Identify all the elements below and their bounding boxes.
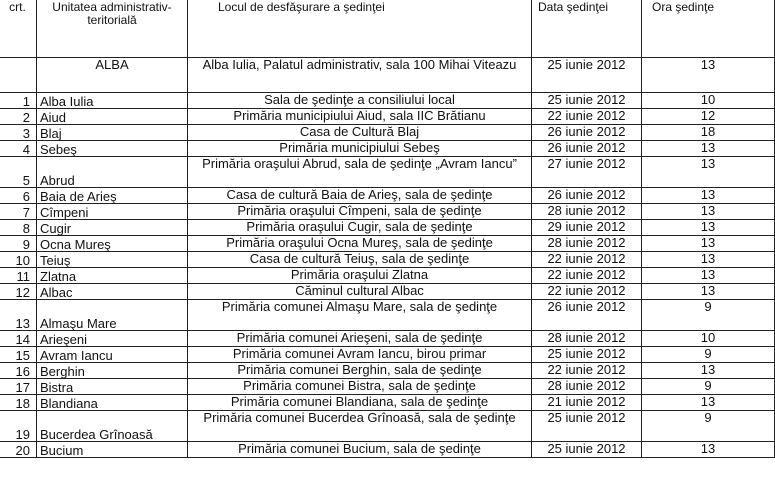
row-nr: 10 bbox=[0, 252, 37, 268]
row-location: Primăria comunei Berghin, sala de şedinţe bbox=[188, 363, 532, 379]
row-location: Primăria comunei Bistra, sala de şedinţe bbox=[188, 379, 532, 395]
row-time: 10 bbox=[642, 331, 775, 347]
row-location: Primăria oraşului Abrud, sala de şedinţe „Avram Iancu” bbox=[188, 157, 532, 188]
row-date: 26 iunie 2012 bbox=[532, 300, 642, 331]
row-unit: Blandiana bbox=[37, 395, 188, 411]
row-unit: Zlatna bbox=[37, 268, 188, 284]
row-nr: 9 bbox=[0, 236, 37, 252]
header-location: Locul de desfăşurare a şedinţei bbox=[188, 0, 532, 58]
row-nr: 15 bbox=[0, 347, 37, 363]
table-row bbox=[0, 188, 775, 204]
county-time: 13 bbox=[642, 58, 775, 93]
row-time: 9 bbox=[642, 379, 775, 395]
row-unit: Aiud bbox=[37, 109, 188, 125]
table-row bbox=[0, 141, 775, 157]
row-location: Primăria comunei Avram Iancu, birou primar bbox=[188, 347, 532, 363]
row-time: 9 bbox=[642, 347, 775, 363]
row-location: Primăria comunei Almaşu Mare, sala de şedinţe bbox=[188, 300, 532, 331]
table-row bbox=[0, 220, 775, 236]
row-location: Primăria comunei Bucerdea Grînoasă, sala de şedinţe bbox=[188, 411, 532, 442]
row-time: 9 bbox=[642, 411, 775, 442]
row-date: 28 iunie 2012 bbox=[532, 236, 642, 252]
row-location: Sala de şedinţe a consiliului local bbox=[188, 93, 532, 109]
header-time: Ora şedinţe bbox=[642, 0, 775, 58]
row-nr: 19 bbox=[0, 411, 37, 442]
row-time: 18 bbox=[642, 125, 775, 141]
row-date: 28 iunie 2012 bbox=[532, 379, 642, 395]
row-time: 13 bbox=[642, 188, 775, 204]
row-date: 25 iunie 2012 bbox=[532, 411, 642, 442]
row-date: 27 iunie 2012 bbox=[532, 157, 642, 188]
county-date: 25 iunie 2012 bbox=[532, 58, 642, 93]
row-date: 25 iunie 2012 bbox=[532, 442, 642, 458]
row-time: 13 bbox=[642, 252, 775, 268]
row-time: 13 bbox=[642, 204, 775, 220]
header-date: Data şedinţei bbox=[532, 0, 642, 58]
row-time: 13 bbox=[642, 363, 775, 379]
county-location: Alba Iulia, Palatul administrativ, sala 100 Mihai Viteazu bbox=[188, 58, 532, 93]
row-unit: Bucium bbox=[37, 442, 188, 458]
row-time: 13 bbox=[642, 236, 775, 252]
table-row bbox=[0, 379, 775, 395]
row-nr: 2 bbox=[0, 109, 37, 125]
row-nr: 3 bbox=[0, 125, 37, 141]
table-body bbox=[0, 58, 775, 458]
row-location: Primăria oraşului Ocna Mureş, sala de şedinţe bbox=[188, 236, 532, 252]
row-location: Primăria oraşului Cîmpeni, sala de şedinţe bbox=[188, 204, 532, 220]
row-nr: 20 bbox=[0, 442, 37, 458]
table-row bbox=[0, 252, 775, 268]
table-row bbox=[0, 347, 775, 363]
header-nr: crt. bbox=[0, 0, 37, 58]
row-unit: Sebeş bbox=[37, 141, 188, 157]
row-time: 13 bbox=[642, 141, 775, 157]
row-date: 22 iunie 2012 bbox=[532, 284, 642, 300]
header-row bbox=[0, 0, 775, 58]
table-row bbox=[0, 411, 775, 442]
row-location: Primăria comunei Blandiana, sala de şedinţe bbox=[188, 395, 532, 411]
row-date: 29 iunie 2012 bbox=[532, 220, 642, 236]
row-nr: 1 bbox=[0, 93, 37, 109]
table-row bbox=[0, 204, 775, 220]
row-date: 25 iunie 2012 bbox=[532, 93, 642, 109]
table-row bbox=[0, 395, 775, 411]
row-time: 13 bbox=[642, 157, 775, 188]
row-nr: 4 bbox=[0, 141, 37, 157]
row-unit: Arieşeni bbox=[37, 331, 188, 347]
county-unit: ALBA bbox=[37, 58, 188, 93]
row-unit: Teiuş bbox=[37, 252, 188, 268]
row-nr: 18 bbox=[0, 395, 37, 411]
row-location: Căminul cultural Albac bbox=[188, 284, 532, 300]
row-date: 22 iunie 2012 bbox=[532, 109, 642, 125]
row-unit: Almaşu Mare bbox=[37, 300, 188, 331]
row-location: Primăria comunei Bucium, sala de şedinţe bbox=[188, 442, 532, 458]
row-nr: 11 bbox=[0, 268, 37, 284]
table-row bbox=[0, 442, 775, 458]
row-unit: Berghin bbox=[37, 363, 188, 379]
row-location: Casa de cultură Teiuş, sala de şedinţe bbox=[188, 252, 532, 268]
table-row bbox=[0, 300, 775, 331]
row-unit: Blaj bbox=[37, 125, 188, 141]
table-row bbox=[0, 109, 775, 125]
row-nr: 12 bbox=[0, 284, 37, 300]
row-time: 13 bbox=[642, 442, 775, 458]
table-row bbox=[0, 236, 775, 252]
county-row bbox=[0, 58, 775, 93]
row-unit: Abrud bbox=[37, 157, 188, 188]
row-nr: 5 bbox=[0, 157, 37, 188]
row-location: Casa de cultură Baia de Arieş, sala de şedinţe bbox=[188, 188, 532, 204]
table-row bbox=[0, 331, 775, 347]
row-unit: Cîmpeni bbox=[37, 204, 188, 220]
row-time: 10 bbox=[642, 93, 775, 109]
row-unit: Ocna Mureş bbox=[37, 236, 188, 252]
row-unit: Baia de Arieş bbox=[37, 188, 188, 204]
row-nr: 16 bbox=[0, 363, 37, 379]
row-unit: Avram Iancu bbox=[37, 347, 188, 363]
table-row bbox=[0, 157, 775, 188]
county-nr bbox=[0, 58, 37, 93]
row-location: Primăria oraşului Cugir, sala de şedinţe bbox=[188, 220, 532, 236]
row-location: Primăria comunei Arieşeni, sala de şedinţe bbox=[188, 331, 532, 347]
row-location: Casa de Cultură Blaj bbox=[188, 125, 532, 141]
row-nr: 7 bbox=[0, 204, 37, 220]
row-unit: Alba Iulia bbox=[37, 93, 188, 109]
row-time: 13 bbox=[642, 220, 775, 236]
header-unit: Unitatea administrativ-teritorială bbox=[37, 0, 188, 58]
row-date: 26 iunie 2012 bbox=[532, 141, 642, 157]
row-unit: Albac bbox=[37, 284, 188, 300]
row-location: Primăria oraşului Zlatna bbox=[188, 268, 532, 284]
row-date: 21 iunie 2012 bbox=[532, 395, 642, 411]
row-date: 28 iunie 2012 bbox=[532, 331, 642, 347]
row-date: 26 iunie 2012 bbox=[532, 125, 642, 141]
table-row bbox=[0, 125, 775, 141]
row-time: 13 bbox=[642, 395, 775, 411]
row-nr: 14 bbox=[0, 331, 37, 347]
row-unit: Bucerdea Grînoasă bbox=[37, 411, 188, 442]
row-nr: 13 bbox=[0, 300, 37, 331]
row-date: 26 iunie 2012 bbox=[532, 188, 642, 204]
row-nr: 17 bbox=[0, 379, 37, 395]
row-unit: Cugir bbox=[37, 220, 188, 236]
row-nr: 6 bbox=[0, 188, 37, 204]
table-row bbox=[0, 284, 775, 300]
row-time: 13 bbox=[642, 268, 775, 284]
row-location: Primăria municipiului Sebeş bbox=[188, 141, 532, 157]
row-date: 22 iunie 2012 bbox=[532, 268, 642, 284]
row-date: 22 iunie 2012 bbox=[532, 252, 642, 268]
row-location: Primăria municipiului Aiud, sala IIC Brătianu bbox=[188, 109, 532, 125]
row-date: 25 iunie 2012 bbox=[532, 347, 642, 363]
row-time: 12 bbox=[642, 109, 775, 125]
row-time: 9 bbox=[642, 300, 775, 331]
table-row bbox=[0, 363, 775, 379]
row-unit: Bistra bbox=[37, 379, 188, 395]
table-row bbox=[0, 93, 775, 109]
table-row bbox=[0, 268, 775, 284]
row-nr: 8 bbox=[0, 220, 37, 236]
row-date: 22 iunie 2012 bbox=[532, 363, 642, 379]
row-date: 28 iunie 2012 bbox=[532, 204, 642, 220]
row-time: 13 bbox=[642, 284, 775, 300]
